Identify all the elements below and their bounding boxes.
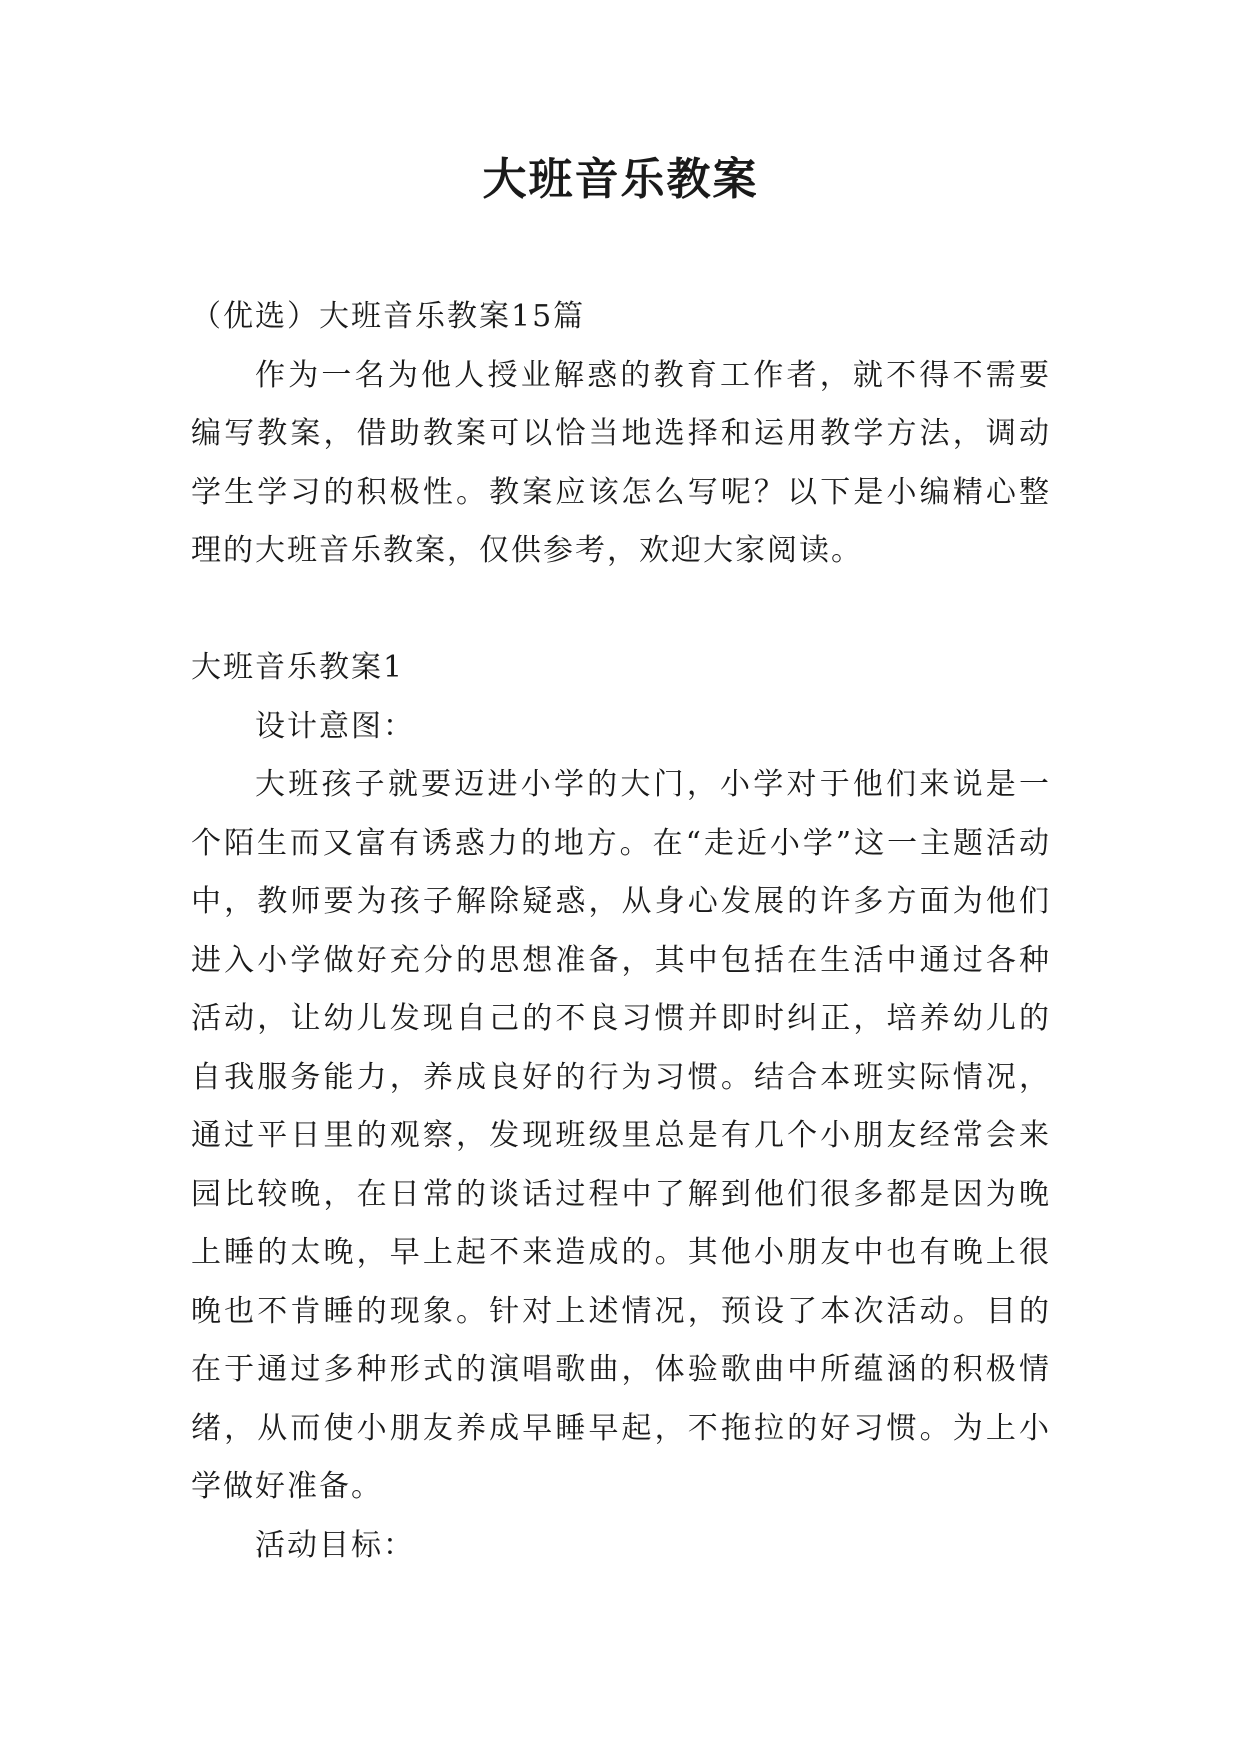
- paragraph-spacer: [191, 581, 1051, 640]
- document-body: [191, 288, 1051, 1575]
- document-title: 大班音乐教案: [482, 154, 759, 205]
- activity-goals-label: 活动目标：: [255, 1527, 415, 1563]
- document-subtitle: （优选）大班音乐教案15篇: [191, 299, 586, 334]
- design-intent-paragraph: 大班孩子就要迈进小学的大门，小学对于他们来说是一个陌生而又富有诱惑力的地方。在“走近小学”这一主题活动中，教师要为孩子解除疑惑，从身心发展的许多方面为他们进入小学做好充分的思想准备，其中包括在生活中通过各种活动，让幼儿发现自己的不良习惯并即时纠正，培养幼儿的自我服务能力，养成良好的行为习惯。结合本班实际情况，通过平日里的观察，发现班级里总是有几个小朋友经常会来园比较晚，在日常的谈话过程中了解到他们很多都是因为晚上睡的太晚，早上起不来造成的。其他小朋友中也有晚上很晚也不肯睡的现象。针对上述情况，预设了本次活动。目的在于通过多种形式的演唱歌曲，体验歌曲中所蕴涵的积极情绪，从而使小朋友养成早睡早起，不拖拉的好习惯。为上小学做好准备。: [191, 767, 1051, 1504]
- design-intent-label: 设计意图：: [255, 708, 415, 744]
- intro-paragraph: 作为一名为他人授业解惑的教育工作者，就不得不需要编写教案，借助教案可以恰当地选择和运用教学方法，调动学生学习的积极性。教案应该怎么写呢？以下是小编精心整理的大班音乐教案，仅供参考，欢迎大家阅读。: [191, 357, 1051, 568]
- section-heading: 大班音乐教案1: [191, 650, 405, 685]
